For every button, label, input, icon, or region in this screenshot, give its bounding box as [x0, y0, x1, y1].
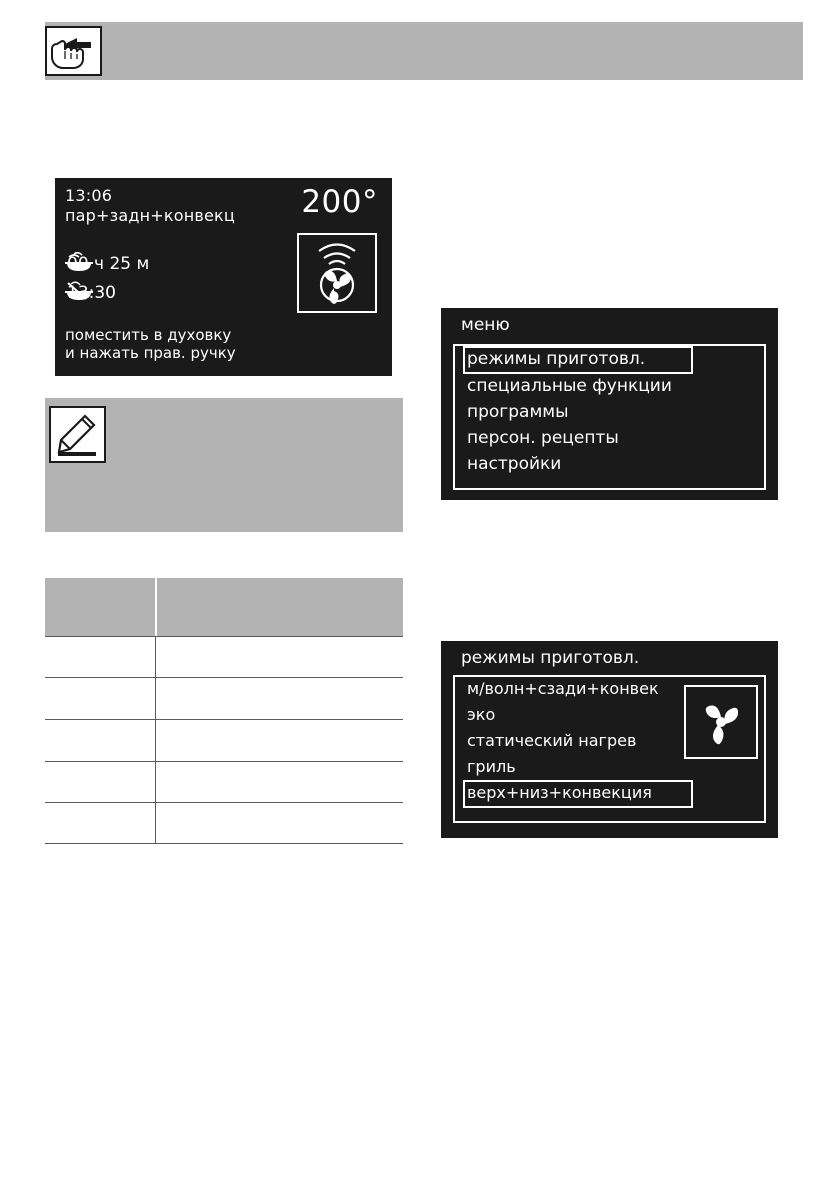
display-hint-line2: и нажать прав. ручку: [65, 344, 236, 362]
table-row-line: [45, 802, 403, 803]
cooking-mode-eco[interactable]: эко: [467, 705, 496, 724]
data-table: [45, 578, 403, 844]
sidebar-item-personal-recipes[interactable]: персон. рецепты: [467, 428, 619, 448]
cooking-modes-panel-title: режимы приготовл.: [461, 648, 640, 668]
display-end-time: 13:30: [67, 283, 116, 303]
table-row-line: [45, 719, 403, 720]
cooking-modes-panel: [441, 641, 778, 838]
table-row-line: [45, 636, 403, 637]
hand-pointing-icon: [45, 26, 102, 76]
cooking-mode-mw-rear-conv[interactable]: м/волн+сзади+конвек: [467, 679, 659, 698]
display-temperature: 200°: [301, 184, 378, 220]
pencil-note-icon: [49, 406, 106, 463]
display-time: 13:06: [65, 186, 113, 205]
menu-panel-title: меню: [461, 315, 510, 335]
table-row-line: [45, 843, 403, 844]
table-header-row: [45, 578, 403, 636]
sidebar-item-programs[interactable]: программы: [467, 402, 569, 422]
display-mode: пар+задн+конвекц: [65, 206, 236, 225]
display-hint-line1: поместить в духовку: [65, 326, 232, 344]
sidebar-item-cooking-modes[interactable]: режимы приготовл.: [467, 349, 646, 369]
cooking-mode-grill[interactable]: гриль: [467, 757, 516, 776]
table-column-divider: [155, 636, 156, 844]
fan-icon: [684, 685, 758, 759]
steam-fan-icon: [297, 233, 377, 313]
cooking-mode-top-bottom-conv[interactable]: верх+низ+конвекция: [467, 783, 652, 802]
sidebar-item-settings[interactable]: настройки: [467, 454, 562, 474]
hand-pointing-icon-svg: [47, 28, 100, 74]
table-row-line: [45, 677, 403, 678]
sidebar-item-special-functions[interactable]: специальные функции: [467, 376, 672, 396]
table-row-line: [45, 761, 403, 762]
display-hint: [65, 326, 236, 362]
cooking-mode-static-heat[interactable]: статический нагрев: [467, 731, 637, 750]
display-duration: 00 ч 25 м: [67, 254, 150, 274]
oven-display: [55, 178, 392, 376]
menu-panel: [441, 308, 778, 500]
top-banner: [45, 22, 803, 80]
